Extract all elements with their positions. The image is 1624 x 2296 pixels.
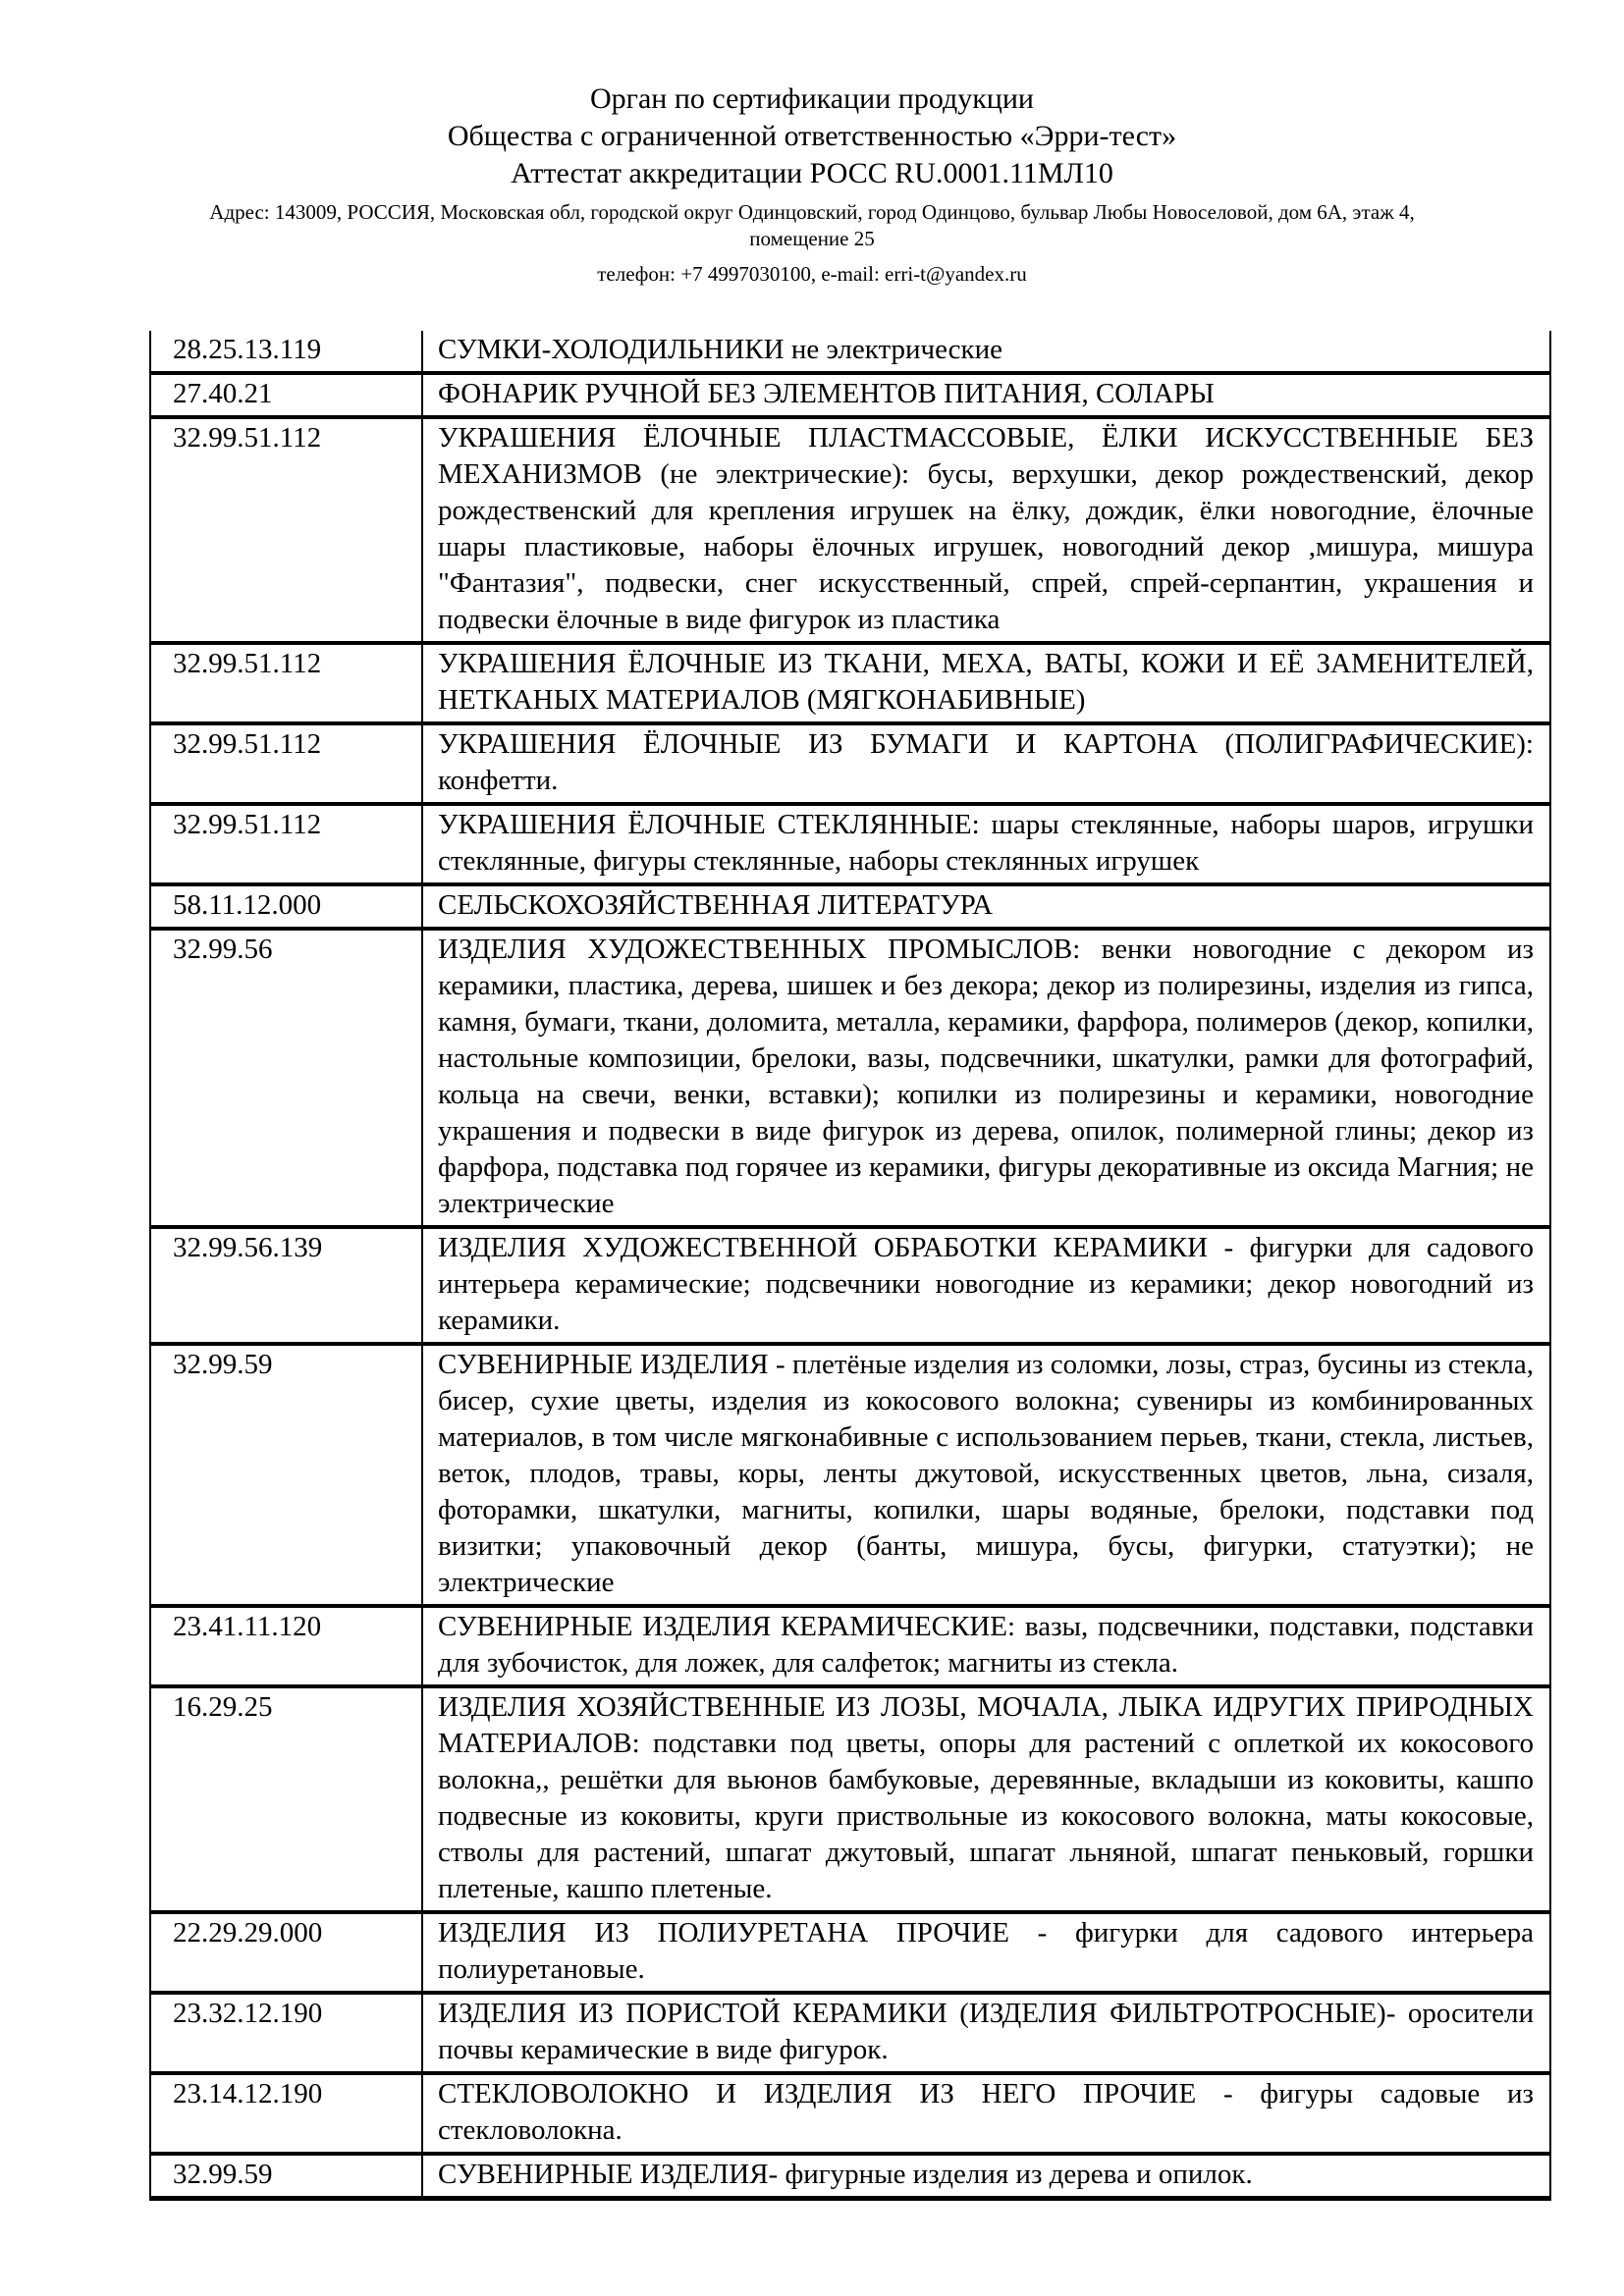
table-row	[150, 929, 1550, 1227]
product-code-cell: 32.99.51.112	[150, 417, 422, 643]
table-row	[150, 417, 1550, 643]
product-code-cell: 32.99.51.112	[150, 723, 422, 804]
product-description-cell: УКРАШЕНИЯ ЁЛОЧНЫЕ СТЕКЛЯННЫЕ: шары стеклянные, наборы шаров, игрушки стеклянные, фигуры стеклянные, наборы стеклянных игрушек	[422, 804, 1550, 884]
product-description-cell: СУМКИ-ХОЛОДИЛЬНИКИ не электрические	[422, 331, 1550, 373]
table-row	[150, 884, 1550, 929]
table-row	[150, 2154, 1550, 2199]
table-row	[150, 804, 1550, 884]
product-code-cell: 23.41.11.120	[150, 1606, 422, 1686]
product-description-cell: ИЗДЕЛИЯ ИЗ ПОЛИУРЕТАНА ПРОЧИЕ - фигурки для садового интерьера полиуретановые.	[422, 1912, 1550, 1993]
product-code-cell: 28.25.13.119	[150, 331, 422, 373]
product-code-cell: 32.99.51.112	[150, 804, 422, 884]
table-row	[150, 373, 1550, 417]
product-description-cell: СЕЛЬСКОХОЗЯЙСТВЕННАЯ ЛИТЕРАТУРА	[422, 884, 1550, 929]
product-code-cell: 32.99.56	[150, 929, 422, 1227]
table-row	[150, 1344, 1550, 1606]
table-row	[150, 331, 1550, 373]
table-row	[150, 1606, 1550, 1686]
product-code-cell: 32.99.59	[150, 1344, 422, 1606]
product-description-cell: УКРАШЕНИЯ ЁЛОЧНЫЕ ПЛАСТМАССОВЫЕ, ЁЛКИ ИСКУССТВЕННЫЕ БЕЗ МЕХАНИЗМОВ (не электрические): бусы, верхушки, декор рождественский, декор рождественский для крепления игрушек на ёлку, дождик, ёлки новогодние, ёлочные шары пластиковые, наборы ёлочных игрушек, новогодний декор ,мишура, мишура "Фантазия", подвески, снег искусственный, спрей, спрей-серпантин, украшения и подвески ёлочные в виде фигурок из пластика	[422, 417, 1550, 643]
product-code-cell: 16.29.25	[150, 1686, 422, 1912]
table-row	[150, 1686, 1550, 1912]
product-code-cell: 32.99.56.139	[150, 1227, 422, 1344]
product-description-cell: СУВЕНИРНЫЕ ИЗДЕЛИЯ- фигурные изделия из дерева и опилок.	[422, 2154, 1550, 2199]
product-code-cell: 32.99.51.112	[150, 643, 422, 723]
product-code-cell: 23.32.12.190	[150, 1993, 422, 2073]
products-table	[149, 331, 1551, 2201]
product-description-cell: СУВЕНИРНЫЕ ИЗДЕЛИЯ - плетёные изделия из соломки, лозы, страз, бусины из стекла, бисер, сухие цветы, изделия из кокосового волокна; сувениры из комбинированных материалов, в том числе мягконабивные с использованием перьев, ткани, стекла, листьев, веток, плодов, травы, коры, ленты джутовой, искусственных цветов, льна, сизаля, фоторамки, шкатулки, магниты, копилки, шары водяные, брелоки, подставки под визитки; упаковочный декор (банты, мишура, бусы, фигурки, статуэтки); не электрические	[422, 1344, 1550, 1606]
product-description-cell: СУВЕНИРНЫЕ ИЗДЕЛИЯ КЕРАМИЧЕСКИЕ: вазы, подсвечники, подставки, подставки для зубочисток, для ложек, для салфеток; магниты из стекла.	[422, 1606, 1550, 1686]
product-description-cell: УКРАШЕНИЯ ЁЛОЧНЫЕ ИЗ ТКАНИ, МЕХА, ВАТЫ, КОЖИ И ЕЁ ЗАМЕНИТЕЛЕЙ, НЕТКАНЫХ МАТЕРИАЛОВ (МЯГКОНАБИВНЫЕ)	[422, 643, 1550, 723]
table-row	[150, 1912, 1550, 1993]
product-description-cell: ИЗДЕЛИЯ ХУДОЖЕСТВЕННОЙ ОБРАБОТКИ КЕРАМИКИ - фигурки для садового интерьера керамические; подсвечники новогодние из керамики; декор новогодний из керамики.	[422, 1227, 1550, 1344]
table-row	[150, 643, 1550, 723]
product-description-cell: ИЗДЕЛИЯ ИЗ ПОРИСТОЙ КЕРАМИКИ (ИЗДЕЛИЯ ФИЛЬТРОТРОСНЫЕ)- оросители почвы керамические в виде фигурок.	[422, 1993, 1550, 2073]
table-row	[150, 723, 1550, 804]
product-description-cell: СТЕКЛОВОЛОКНО И ИЗДЕЛИЯ ИЗ НЕГО ПРОЧИЕ - фигуры садовые из стекловолокна.	[422, 2073, 1550, 2154]
table-row	[150, 1993, 1550, 2073]
table-row	[150, 2073, 1550, 2154]
product-description-cell: ИЗДЕЛИЯ ХУДОЖЕСТВЕННЫХ ПРОМЫСЛОВ: венки новогодние с декором из керамики, пластика, дерева, шишек и без декора; декор из полирезины, изделия из гипса, камня, бумаги, ткани, доломита, металла, керамики, фарфора, полимеров (декор, копилки, настольные композиции, брелоки, вазы, подсвечники, шкатулки, рамки для фотографий, кольца на свечи, венки, вставки); копилки из полирезины и керамики, новогодние украшения и подвески в виде фигурок из дерева, опилок, полимерной глины; декор из фарфора, подставка под горячее из керамики, фигуры декоративные из оксида Магния; не электрические	[422, 929, 1550, 1227]
product-code-cell: 23.14.12.190	[150, 2073, 422, 2154]
product-description-cell: ФОНАРИК РУЧНОЙ БЕЗ ЭЛЕМЕНТОВ ПИТАНИЯ, СОЛАРЫ	[422, 373, 1550, 417]
product-code-cell: 27.40.21	[150, 373, 422, 417]
product-code-cell: 32.99.59	[150, 2154, 422, 2199]
product-code-cell: 22.29.29.000	[150, 1912, 422, 1993]
address-line: Адрес: 143009, РОССИЯ, Московская обл, городской округ Одинцовский, город Одинцово, бульвар Любы Новоселовой, дом 6А, этаж 4, помещение 25	[209, 200, 1415, 250]
products-table-body	[150, 331, 1550, 2199]
org-title-line: Орган по сертификации продукции	[590, 82, 1034, 115]
contact-line: телефон: +7 4997030100, e-mail: erri-t@yandex.ru	[597, 262, 1027, 286]
product-description-cell: ИЗДЕЛИЯ ХОЗЯЙСТВЕННЫЕ ИЗ ЛОЗЫ, МОЧАЛА, ЛЫКА ИДРУГИХ ПРИРОДНЫХ МАТЕРИАЛОВ: подставки под цветы, опоры для растений с оплеткой их кокосового волокна,, решётки для вьюнов бамбуковые, деревянные, вкладыши из коковиты, кашпо подвесные из коковиты, круги приствольные из кокосового волокна, маты кокосовые, стволы для растений, шпагат джутовый, шпагат льняной, шпагат пеньковый, горшки плетеные, кашпо плетеные.	[422, 1686, 1550, 1912]
product-description-cell: УКРАШЕНИЯ ЁЛОЧНЫЕ ИЗ БУМАГИ И КАРТОНА (ПОЛИГРАФИЧЕСКИЕ): конфетти.	[422, 723, 1550, 804]
accreditation-line: Аттестат аккредитации РОСС RU.0001.11МЛ10	[511, 157, 1113, 189]
table-row	[150, 1227, 1550, 1344]
org-name-line: Общества с ограниченной ответственностью «Эрри-тест»	[447, 120, 1177, 152]
document-header	[0, 80, 1624, 288]
product-code-cell: 58.11.12.000	[150, 884, 422, 929]
